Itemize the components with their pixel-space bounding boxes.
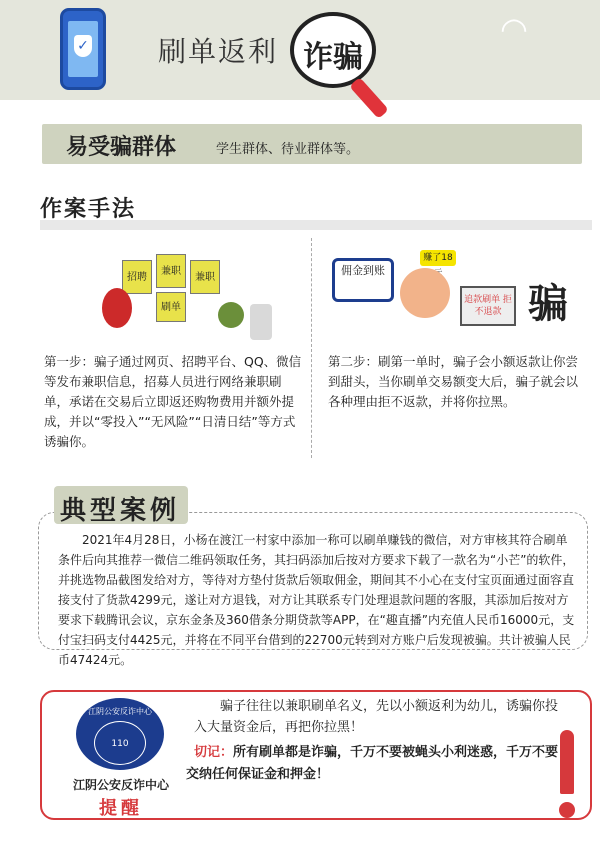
illustration-recruitment bbox=[100, 246, 280, 346]
page-title: 刷单返利 bbox=[158, 35, 279, 68]
tip-label: 切记： bbox=[194, 745, 234, 760]
remind-label: 提醒 bbox=[99, 798, 143, 819]
case-heading: 典型案例 bbox=[60, 496, 181, 526]
exclamation-icon bbox=[560, 730, 574, 794]
payment-sign-label: 佣金到账 bbox=[341, 264, 385, 277]
seal-top-text: 江阴公安反诈中心 bbox=[88, 707, 152, 716]
bucket-icon bbox=[250, 304, 272, 340]
tip-text: 所有刷单都是诈骗，千万不要被蝇头小利迷惑，千万不要交纳任何保证金和押金！ bbox=[186, 745, 559, 782]
step-two-text: 第二步：刷第一单时，骗子会小额返款让你尝到甜头，当你刷单交易额变大后，骗子就会以各种理由拒不返款，并将你拉黑。 bbox=[328, 354, 579, 409]
magnifier-icon bbox=[290, 12, 376, 88]
illustration-card: 招聘 bbox=[122, 260, 152, 294]
column-divider bbox=[311, 238, 312, 458]
seal-caption: 江阴公安反诈中心 bbox=[72, 778, 169, 792]
shield-icon: ✓ bbox=[74, 35, 92, 57]
payment-sign bbox=[332, 258, 394, 302]
illustration-scam bbox=[332, 250, 582, 348]
warning-tip bbox=[186, 742, 566, 786]
exclamation-dot-icon bbox=[559, 802, 575, 818]
money-bag-icon bbox=[102, 288, 132, 328]
scam-screen: 追款刷单 拒不退款 bbox=[460, 286, 516, 326]
target-group-text: 学生群体、待业群体等。 bbox=[216, 142, 360, 157]
warning-text: 骗子往往以兼职刷单名义，先以小额返利为幼儿，诱骗你投入大量资金后，再把你拉黑！ bbox=[194, 699, 559, 735]
seal-number: 110 bbox=[94, 721, 146, 765]
speech-bubble: 赚了18 bbox=[420, 250, 456, 266]
case-text: 2021年4月28日，小杨在渡江一村家中添加一称可以刷单赚钱的微信，对方审核其符合刷单条件后向其推荐一微信二维码领取任务，其扫码添加后按对方要求下载了一款名为“小芒”的软件，并挑选物品截图发给对方，等待对方垫付货款后领取佣金，期间其不小心在支付宝页面通过面容直接支付了货款4299元，遂让对方退钱，对方让其联系专门处理退款问题的客服，其添加后按对方要求下载腾讯会议，京东金条及360借条分期贷款等APP，在“趣直播”内充值人民币16000元，支付宝扫码支付4425元，并将在不同平台借到的22700元转到对方账户后发现被骗。共计被骗人民币47424元。 bbox=[58, 533, 575, 667]
person-figure-icon bbox=[218, 302, 244, 328]
illustration-card: 兼职 bbox=[190, 260, 220, 294]
angry-face-icon bbox=[400, 268, 450, 318]
target-group-heading: 易受骗群体 bbox=[66, 135, 177, 160]
title-highlight: 诈骗 bbox=[303, 40, 363, 75]
illustration-card: 刷单 bbox=[156, 292, 186, 322]
anti-fraud-seal bbox=[76, 698, 164, 770]
phone-shield-icon bbox=[60, 8, 106, 90]
phone-screen bbox=[68, 21, 98, 77]
illustration-card: 兼职 bbox=[156, 254, 186, 288]
wifi-icon: ◠ bbox=[500, 10, 528, 48]
scam-big-char: 骗 bbox=[528, 281, 568, 327]
step-one-text: 第一步：骗子通过网页、招聘平台、QQ、微信等发布兼职信息，招募人员进行网络兼职刷单，承诺在交易后立即返还购物费用并额外提成，并以“零投入”“无风险”“日清日结”等方式诱骗你。 bbox=[44, 354, 302, 449]
method-heading: 作案手法 bbox=[40, 197, 137, 222]
